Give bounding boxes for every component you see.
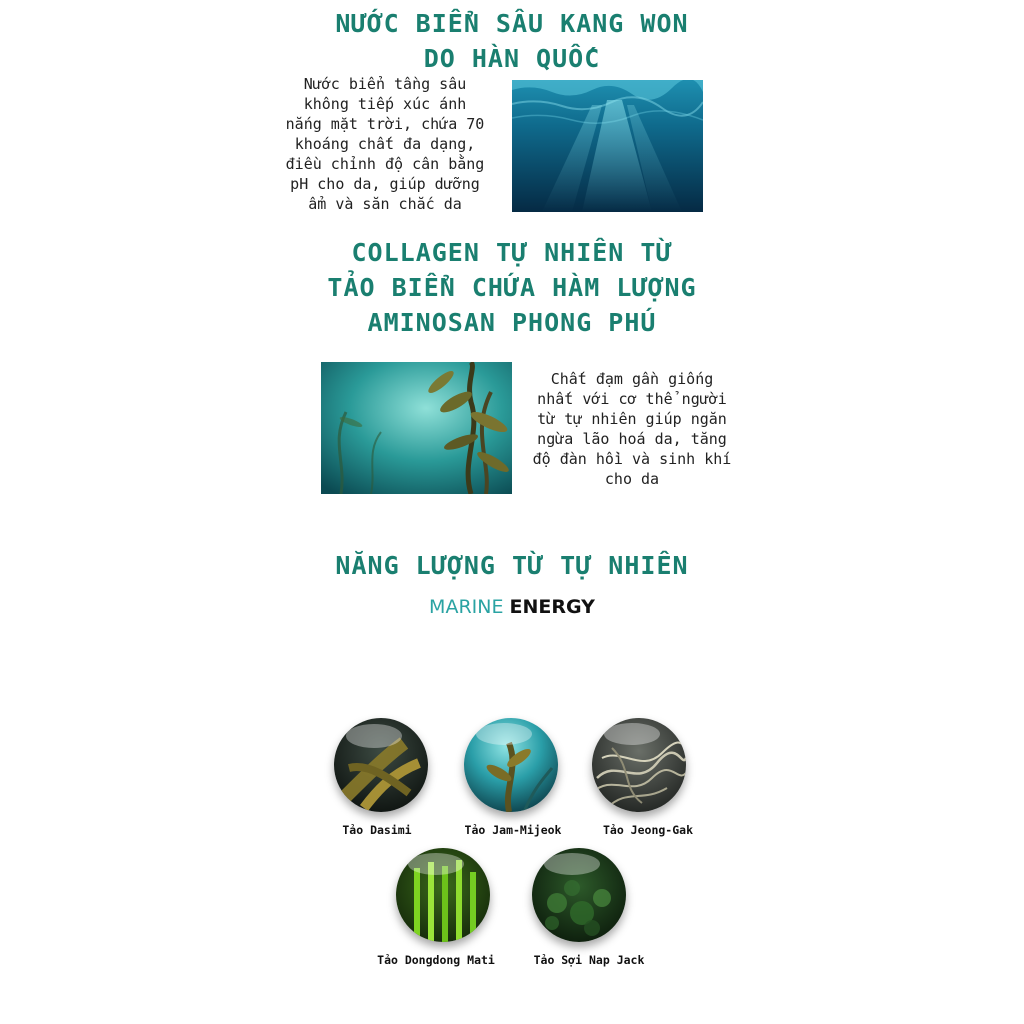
natural-energy-heading <box>0 548 1024 583</box>
heading-line: DO HÀN QUỐC <box>423 44 601 73</box>
description-line: Nước biển tầng sâu <box>303 75 467 93</box>
description-line: nhất với cơ thể người <box>537 390 727 408</box>
natural-collagen-heading <box>0 235 1024 340</box>
dark-moss-ball-icon <box>532 848 626 942</box>
deep-ocean-photo <box>512 80 703 212</box>
heading-line: TẢO BIỂN CHỨA HÀM LƯỢNG <box>327 273 697 302</box>
description-line: ngừa lão hoá da, tăng <box>537 430 727 448</box>
kelp-forest-photo <box>321 362 512 494</box>
description-line: nắng mặt trời, chứa 70 <box>285 115 485 133</box>
description-line: cho da <box>604 470 660 488</box>
teal-seaweed-ball-icon <box>464 718 558 812</box>
heading-line: NƯỚC BIỂN SÂU KANG WON <box>335 9 689 38</box>
kelp-ball-icon <box>334 718 428 812</box>
string-seaweed-ball-icon <box>592 718 686 812</box>
marine-energy-subtitle <box>0 595 1024 619</box>
natural-collagen-description <box>512 369 752 489</box>
description-line: từ tự nhiên giúp ngăn <box>537 410 727 428</box>
deep-sea-water-description <box>265 74 505 214</box>
algae-label: Tảo Jeong-Gak <box>602 823 693 837</box>
algae-label: Tảo Dasimi <box>342 823 412 837</box>
energy-text: ENERGY <box>509 596 595 618</box>
description-line: pH cho da, giúp dưỡng <box>290 175 480 193</box>
description-line: khoáng chất đa dạng, <box>294 135 476 153</box>
description-line: ẩm và săn chắc da <box>308 195 462 213</box>
description-line: không tiếp xúc ánh <box>303 95 467 113</box>
deep-sea-water-heading <box>0 6 1024 76</box>
algae-label: Tảo Dongdong Mati <box>377 953 495 967</box>
description-line: độ đàn hồi và sinh khí <box>532 450 732 468</box>
algae-label: Tảo Jam-Mijeok <box>464 823 562 837</box>
marine-text: MARINE <box>429 596 504 618</box>
algae-label: Tảo Sợi Nap Jack <box>533 953 645 967</box>
description-line: Chất đạm gần giống <box>550 370 714 388</box>
heading-line: COLLAGEN TỰ NHIÊN TỪ <box>351 238 673 267</box>
heading-line: AMINOSAN PHONG PHÚ <box>367 308 657 337</box>
heading-line: NĂNG LƯỢNG TỪ TỰ NHIÊN <box>335 551 689 580</box>
description-line: điều chỉnh độ cân bằng <box>285 155 485 173</box>
green-stalk-ball-icon <box>396 848 490 942</box>
